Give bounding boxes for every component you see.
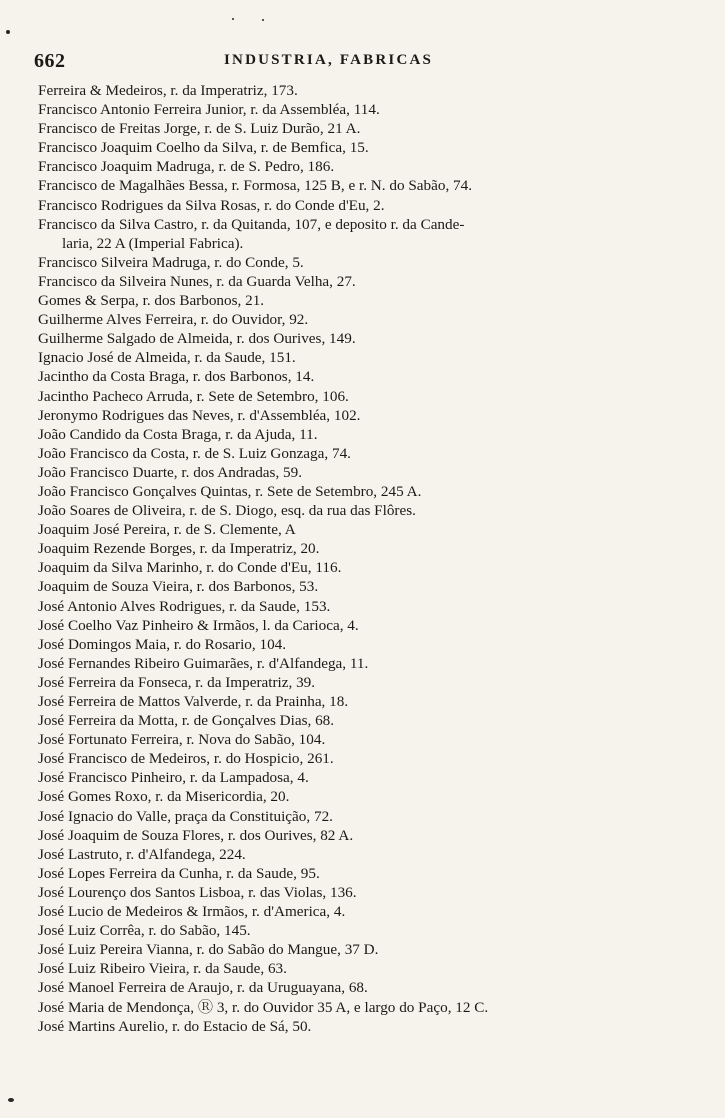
directory-entry [38, 787, 688, 806]
entry-continuation: laria, 22 A (Imperial Fabrica). [62, 234, 244, 252]
directory-entry [38, 176, 688, 195]
entry-text: Joaquim Rezende Borges, r. da Imperatriz, 20. [38, 540, 320, 558]
entry-text: João Francisco Gonçalves Quintas, r. Sete de Setembro, 245 A. [38, 482, 422, 500]
directory-entry [38, 444, 688, 463]
entry-text: José Lopes Ferreira da Cunha, r. da Saude, 95. [38, 864, 320, 882]
directory-entry [38, 196, 688, 215]
entry-text: Jeronymo Rodrigues das Neves, r. d'Assembléa, 102. [38, 406, 361, 424]
entry-text: Ferreira & Medeiros, r. da Imperatriz, 173. [38, 82, 298, 99]
entry-text: Joaquim da Silva Marinho, r. do Conde d'Eu, 116. [38, 559, 342, 577]
entry-text: José Fortunato Ferreira, r. Nova do Sabão, 104. [38, 731, 326, 749]
entry-text: Guilherme Salgado de Almeida, r. dos Ourives, 149. [38, 330, 356, 348]
directory-entry [38, 272, 688, 291]
directory-entry [38, 387, 688, 406]
entry-text: João Soares de Oliveira, r. de S. Diogo, esq. da rua das Flôres. [38, 502, 416, 520]
entry-text: José Ferreira da Motta, r. de Gonçalves Dias, 68. [38, 712, 335, 730]
entry-text: José Francisco de Medeiros, r. do Hospicio, 261. [38, 750, 334, 768]
entry-text: José Maria de Mendonça, Ⓡ 3, r. do Ouvidor 35 A, e largo do Paço, 12 C. [38, 998, 489, 1016]
ink-speck [6, 30, 10, 34]
entry-list [38, 81, 688, 1036]
directory-entry [38, 539, 688, 558]
directory-entry [38, 998, 688, 1017]
directory-entry [38, 635, 688, 654]
entry-text: João Francisco da Costa, r. de S. Luiz Gonzaga, 74. [38, 444, 351, 462]
entry-text: Francisco Joaquim Coelho da Silva, r. de Bemfica, 15. [38, 139, 369, 157]
entry-text: Jacintho Pacheco Arruda, r. Sete de Setembro, 106. [38, 387, 349, 405]
entry-text: José Lucio de Medeiros & Irmãos, r. d'America, 4. [38, 903, 346, 921]
entry-text: Joaquim José Pereira, r. de S. Clemente, A [38, 521, 296, 539]
directory-entry [38, 864, 688, 883]
directory-entry [38, 673, 688, 692]
directory-entry [38, 501, 688, 520]
entry-text: Ignacio José de Almeida, r. da Saude, 151. [38, 349, 296, 367]
directory-entry [38, 845, 688, 864]
directory-entry [38, 577, 688, 596]
ink-speck [232, 18, 234, 20]
directory-entry [38, 463, 688, 482]
directory-entry [38, 616, 688, 635]
entry-text: José Domingos Maia, r. do Rosario, 104. [38, 635, 287, 653]
directory-entry [38, 1017, 688, 1036]
entry-text: Francisco de Magalhães Bessa, r. Formosa, 125 B, e r. N. do Sabão, 74. [38, 177, 473, 195]
entry-text: José Fernandes Ribeiro Guimarães, r. d'Alfandega, 11. [38, 654, 369, 672]
entry-text: João Francisco Duarte, r. dos Andradas, 59. [38, 463, 303, 481]
entry-text: Francisco Joaquim Madruga, r. de S. Pedro, 186. [38, 158, 335, 176]
directory-entry [38, 940, 688, 959]
page-number: 662 [34, 50, 66, 72]
directory-entry [38, 902, 688, 921]
directory-entry [38, 597, 688, 616]
directory-entry [38, 425, 688, 444]
entry-text: Francisco de Freitas Jorge, r. de S. Luiz Durão, 21 A. [38, 120, 361, 138]
entry-text: Francisco Rodrigues da Silva Rosas, r. do Conde d'Eu, 2. [38, 196, 385, 214]
entry-text: José Manoel Ferreira de Araujo, r. da Uruguayana, 68. [38, 979, 368, 997]
directory-entry [38, 406, 688, 425]
directory-entry [38, 157, 688, 176]
entry-text: José Joaquim de Souza Flores, r. dos Ourives, 82 A. [38, 826, 354, 844]
directory-entry [38, 558, 688, 577]
directory-entry [38, 482, 688, 501]
entry-text: José Martins Aurelio, r. do Estacio de Sá, 50. [38, 1017, 312, 1035]
entry-text: José Francisco Pinheiro, r. da Lampadosa, 4. [38, 769, 309, 787]
entry-text: Joaquim de Souza Vieira, r. dos Barbonos, 53. [38, 578, 319, 596]
entry-text: Francisco Antonio Ferreira Junior, r. da Assembléa, 114. [38, 101, 380, 119]
directory-entry [38, 329, 688, 348]
running-title: INDUSTRIA, FABRICAS [224, 52, 434, 68]
entry-text: Gomes & Serpa, r. dos Barbonos, 21. [38, 292, 265, 310]
entry-text: Francisco da Silveira Nunes, r. da Guarda Velha, 27. [38, 272, 356, 290]
entry-text: José Ignacio do Valle, praça da Constituição, 72. [38, 807, 333, 825]
entry-text: José Lourenço dos Santos Lisboa, r. das Violas, 136. [38, 883, 357, 901]
directory-entry [38, 826, 688, 845]
directory-entry [38, 883, 688, 902]
directory-entry [38, 138, 688, 157]
entry-text: Jacintho da Costa Braga, r. dos Barbonos, 14. [38, 368, 315, 386]
entry-text: Guilherme Alves Ferreira, r. do Ouvidor, 92. [38, 311, 309, 329]
directory-entry [38, 768, 688, 787]
directory-entry [38, 807, 688, 826]
directory-entry [38, 253, 688, 272]
entry-text: Francisco da Silva Castro, r. da Quitanda, 107, e deposito r. da Cande- [38, 215, 465, 233]
entry-text: João Candido da Costa Braga, r. da Ajuda, 11. [38, 425, 318, 443]
directory-entry [38, 711, 688, 730]
directory-entry [38, 367, 688, 386]
directory-entry [38, 520, 688, 539]
ink-speck [262, 19, 264, 21]
entry-text: José Antonio Alves Rodrigues, r. da Saude, 153. [38, 597, 331, 615]
directory-entry [38, 692, 688, 711]
entry-text: José Luiz Corrêa, r. do Sabão, 145. [38, 922, 251, 940]
directory-entry [38, 730, 688, 749]
ink-speck [8, 1098, 14, 1102]
directory-entry [38, 654, 688, 673]
page-header [34, 50, 674, 78]
directory-entry [38, 100, 688, 119]
directory-entry [38, 291, 688, 310]
directory-entry [38, 215, 688, 253]
directory-entry [38, 749, 688, 768]
directory-entry [38, 119, 688, 138]
directory-entry [38, 921, 688, 940]
entry-text: José Gomes Roxo, r. da Misericordia, 20. [38, 788, 290, 806]
entry-text: José Ferreira da Fonseca, r. da Imperatriz, 39. [38, 673, 316, 691]
entry-text: Francisco Silveira Madruga, r. do Conde, 5. [38, 253, 304, 271]
directory-entry [38, 348, 688, 367]
directory-entry [38, 310, 688, 329]
entry-text: José Coelho Vaz Pinheiro & Irmãos, l. da Carioca, 4. [38, 616, 359, 634]
entry-text: José Lastruto, r. d'Alfandega, 224. [38, 845, 246, 863]
directory-entry [38, 81, 688, 100]
entry-text: José Luiz Ribeiro Vieira, r. da Saude, 63. [38, 960, 287, 978]
entry-text: José Luiz Pereira Vianna, r. do Sabão do Mangue, 37 D. [38, 941, 379, 959]
directory-entry [38, 959, 688, 978]
entry-text: José Ferreira de Mattos Valverde, r. da Prainha, 18. [38, 693, 349, 710]
directory-entry [38, 978, 688, 997]
